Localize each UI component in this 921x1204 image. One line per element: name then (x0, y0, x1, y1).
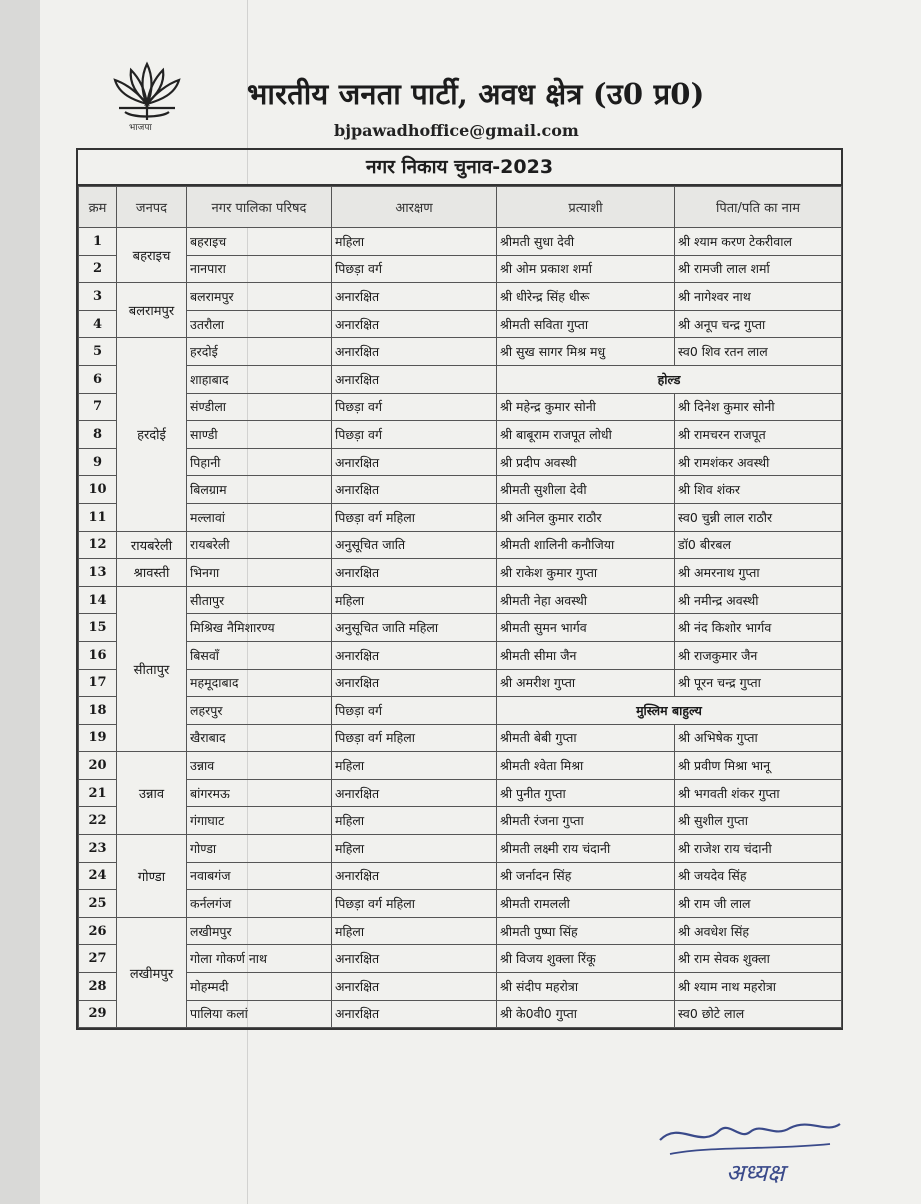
serial-cell: 28 (79, 973, 117, 1001)
municipality-cell: खैराबाद (187, 724, 332, 752)
reservation-cell: पिछड़ा वर्ग महिला (332, 503, 497, 531)
reservation-cell: अनारक्षित (332, 973, 497, 1001)
table-row (79, 807, 842, 835)
reservation-cell: अनारक्षित (332, 641, 497, 669)
serial-cell: 11 (79, 503, 117, 531)
relation-cell: श्री रामशंकर अवस्थी (675, 448, 842, 476)
municipality-cell: गोण्डा (187, 835, 332, 863)
column-header-candidate: प्रत्याशी (497, 187, 675, 228)
municipality-cell: बहराइच (187, 228, 332, 256)
serial-cell: 16 (79, 641, 117, 669)
relation-cell: डॉ0 बीरबल (675, 531, 842, 559)
municipality-cell: शाहाबाद (187, 365, 332, 393)
table-header-row (79, 187, 842, 228)
candidate-cell: श्री के0वी0 गुप्ता (497, 1000, 675, 1028)
district-cell: सीतापुर (117, 586, 187, 752)
table-row (79, 586, 842, 614)
municipality-cell: सीतापुर (187, 586, 332, 614)
serial-cell: 9 (79, 448, 117, 476)
candidate-cell: श्रीमती शालिनी कनौजिया (497, 531, 675, 559)
municipality-cell: पालिया कलां (187, 1000, 332, 1028)
municipality-cell: मिश्रिख नैमिशारण्य (187, 614, 332, 642)
table-row (79, 421, 842, 449)
relation-cell: श्री रामचरन राजपूत (675, 421, 842, 449)
district-cell: गोण्डा (117, 835, 187, 918)
table-row (79, 228, 842, 256)
relation-cell: श्री प्रवीण मिश्रा भानू (675, 752, 842, 780)
column-header-municipality: नगर पालिका परिषद (187, 187, 332, 228)
candidate-cell: श्री प्रदीप अवस्थी (497, 448, 675, 476)
district-cell: हरदोई (117, 338, 187, 531)
table-row (79, 779, 842, 807)
reservation-cell: अनारक्षित (332, 310, 497, 338)
signature-designation: अध्यक्ष (726, 1159, 785, 1187)
candidate-table (78, 186, 842, 1028)
district-cell: उन्नाव (117, 752, 187, 835)
relation-cell: श्री राम सेवक शुक्ला (675, 945, 842, 973)
district-cell: रायबरेली (117, 531, 187, 559)
serial-cell: 19 (79, 724, 117, 752)
candidate-cell: श्री सुख सागर मिश्र मधु (497, 338, 675, 366)
serial-cell: 10 (79, 476, 117, 504)
serial-cell: 3 (79, 283, 117, 311)
reservation-cell: पिछड़ा वर्ग (332, 421, 497, 449)
candidate-cell: श्री अमरीश गुप्ता (497, 669, 675, 697)
relation-cell: स्व0 शिव रतन लाल (675, 338, 842, 366)
serial-cell: 7 (79, 393, 117, 421)
municipality-cell: पिहानी (187, 448, 332, 476)
serial-cell: 15 (79, 614, 117, 642)
table-row (79, 862, 842, 890)
municipality-cell: साण्डी (187, 421, 332, 449)
reservation-cell: अनारक्षित (332, 448, 497, 476)
table-row (79, 945, 842, 973)
candidate-cell: श्री पुनीत गुप्ता (497, 779, 675, 807)
serial-cell: 26 (79, 917, 117, 945)
municipality-cell: गोला गोकर्ण नाथ (187, 945, 332, 973)
reservation-cell: अनारक्षित (332, 476, 497, 504)
candidate-cell: श्रीमती सीमा जैन (497, 641, 675, 669)
relation-cell: श्री अभिषेक गुप्ता (675, 724, 842, 752)
reservation-cell: अनुसूचित जाति (332, 531, 497, 559)
candidate-cell: श्री अनिल कुमार राठौर (497, 503, 675, 531)
serial-cell: 17 (79, 669, 117, 697)
table-row (79, 338, 842, 366)
reservation-cell: अनारक्षित (332, 862, 497, 890)
relation-cell: श्री राम जी लाल (675, 890, 842, 918)
table-row (79, 835, 842, 863)
candidate-cell: श्रीमती सुधा देवी (497, 228, 675, 256)
candidate-cell: श्रीमती सविता गुप्ता (497, 310, 675, 338)
table-title: नगर निकाय चुनाव-2023 (78, 150, 841, 186)
reservation-cell: अनारक्षित (332, 779, 497, 807)
table-row (79, 724, 842, 752)
municipality-cell: महमूदाबाद (187, 669, 332, 697)
table-row (79, 283, 842, 311)
column-header-relation: पिता/पति का नाम (675, 187, 842, 228)
candidate-cell: श्रीमती रामलली (497, 890, 675, 918)
serial-cell: 1 (79, 228, 117, 256)
municipality-cell: बलरामपुर (187, 283, 332, 311)
table-row (79, 697, 842, 725)
municipality-cell: उन्नाव (187, 752, 332, 780)
candidate-cell: श्री संदीप महरोत्रा (497, 973, 675, 1001)
table-row (79, 559, 842, 587)
serial-cell: 22 (79, 807, 117, 835)
reservation-cell: महिला (332, 228, 497, 256)
relation-cell: श्री सुशील गुप्ता (675, 807, 842, 835)
reservation-cell: पिछड़ा वर्ग (332, 697, 497, 725)
municipality-cell: गंगाघाट (187, 807, 332, 835)
reservation-cell: अनारक्षित (332, 1000, 497, 1028)
table-row (79, 310, 842, 338)
district-cell: श्रावस्ती (117, 559, 187, 587)
municipality-cell: नानपारा (187, 255, 332, 283)
reservation-cell: अनारक्षित (332, 338, 497, 366)
table-row (79, 973, 842, 1001)
column-header-reservation: आरक्षण (332, 187, 497, 228)
relation-cell: श्री रामजी लाल शर्मा (675, 255, 842, 283)
column-header-district: जनपद (117, 187, 187, 228)
relation-cell: स्व0 चुन्नी लाल राठौर (675, 503, 842, 531)
table-row (79, 641, 842, 669)
reservation-cell: महिला (332, 807, 497, 835)
reservation-cell: अनारक्षित (332, 669, 497, 697)
relation-cell: श्री अवधेश सिंह (675, 917, 842, 945)
serial-cell: 4 (79, 310, 117, 338)
relation-cell: श्री जयदेव सिंह (675, 862, 842, 890)
relation-cell: श्री अनूप चन्द्र गुप्ता (675, 310, 842, 338)
lotus-logo-icon (107, 54, 187, 134)
candidate-cell: श्रीमती बेबी गुप्ता (497, 724, 675, 752)
serial-cell: 2 (79, 255, 117, 283)
candidate-cell: श्री राकेश कुमार गुप्ता (497, 559, 675, 587)
table-row (79, 614, 842, 642)
table-row (79, 448, 842, 476)
table-body (79, 228, 842, 1028)
relation-cell: श्री राजकुमार जैन (675, 641, 842, 669)
municipality-cell: बांगरमऊ (187, 779, 332, 807)
municipality-cell: बिसवाँ (187, 641, 332, 669)
municipality-cell: कर्नलगंज (187, 890, 332, 918)
municipality-cell: रायबरेली (187, 531, 332, 559)
table-row (79, 365, 842, 393)
reservation-cell: महिला (332, 752, 497, 780)
reservation-cell: पिछड़ा वर्ग महिला (332, 724, 497, 752)
municipality-cell: हरदोई (187, 338, 332, 366)
candidate-cell: श्री विजय शुक्ला रिंकू (497, 945, 675, 973)
relation-cell: श्री नागेश्वर नाथ (675, 283, 842, 311)
serial-cell: 13 (79, 559, 117, 587)
reservation-cell: अनारक्षित (332, 283, 497, 311)
reservation-cell: अनारक्षित (332, 365, 497, 393)
relation-cell: श्री नमीन्द्र अवस्थी (675, 586, 842, 614)
table-row (79, 752, 842, 780)
reservation-cell: महिला (332, 917, 497, 945)
district-cell: लखीमपुर (117, 917, 187, 1027)
reservation-cell: पिछड़ा वर्ग (332, 255, 497, 283)
municipality-cell: उतरौला (187, 310, 332, 338)
status-note-cell: मुस्लिम बाहुल्य (497, 697, 842, 725)
candidate-cell: श्री बाबूराम राजपूत लोधी (497, 421, 675, 449)
reservation-cell: पिछड़ा वर्ग महिला (332, 890, 497, 918)
relation-cell: श्री पूरन चन्द्र गुप्ता (675, 669, 842, 697)
serial-cell: 18 (79, 697, 117, 725)
candidate-cell: श्रीमती पुष्पा सिंह (497, 917, 675, 945)
reservation-cell: अनारक्षित (332, 559, 497, 587)
municipality-cell: लखीमपुर (187, 917, 332, 945)
table-row (79, 917, 842, 945)
serial-cell: 23 (79, 835, 117, 863)
reservation-cell: अनारक्षित (332, 945, 497, 973)
status-note-cell: होल्ड (497, 365, 842, 393)
candidate-cell: श्री महेन्द्र कुमार सोनी (497, 393, 675, 421)
municipality-cell: मल्लावां (187, 503, 332, 531)
district-cell: बहराइच (117, 228, 187, 283)
municipality-cell: बिलग्राम (187, 476, 332, 504)
municipality-cell: मोहम्मदी (187, 973, 332, 1001)
municipality-cell: भिनगा (187, 559, 332, 587)
serial-cell: 27 (79, 945, 117, 973)
relation-cell: श्री श्याम नाथ महरोत्रा (675, 973, 842, 1001)
serial-cell: 8 (79, 421, 117, 449)
serial-cell: 25 (79, 890, 117, 918)
relation-cell: श्री अमरनाथ गुप्ता (675, 559, 842, 587)
candidate-cell: श्रीमती सुमन भार्गव (497, 614, 675, 642)
table-row (79, 531, 842, 559)
relation-cell: श्री नंद किशोर भार्गव (675, 614, 842, 642)
candidate-cell: श्री जर्नादन सिंह (497, 862, 675, 890)
serial-cell: 21 (79, 779, 117, 807)
municipality-cell: लहरपुर (187, 697, 332, 725)
candidate-cell: श्रीमती लक्ष्मी राय चंदानी (497, 835, 675, 863)
organization-title: भारतीय जनता पार्टी, अवध क्षेत्र (उ0 प्र0) (247, 77, 705, 111)
reservation-cell: महिला (332, 586, 497, 614)
reservation-cell: पिछड़ा वर्ग (332, 393, 497, 421)
relation-cell: श्री शिव शंकर (675, 476, 842, 504)
table-row (79, 1000, 842, 1028)
table-row (79, 890, 842, 918)
reservation-cell: अनुसूचित जाति महिला (332, 614, 497, 642)
candidate-cell: श्रीमती रंजना गुप्ता (497, 807, 675, 835)
table-row (79, 255, 842, 283)
serial-cell: 14 (79, 586, 117, 614)
serial-cell: 6 (79, 365, 117, 393)
serial-cell: 20 (79, 752, 117, 780)
relation-cell: श्री श्याम करण टेकरीवाल (675, 228, 842, 256)
serial-cell: 24 (79, 862, 117, 890)
table-row (79, 393, 842, 421)
candidate-cell: श्री धीरेन्द्र सिंह धीरू (497, 283, 675, 311)
table-row (79, 503, 842, 531)
candidate-cell: श्रीमती श्वेता मिश्रा (497, 752, 675, 780)
organization-email: bjpawadhoffice@gmail.com (334, 121, 579, 140)
municipality-cell: संण्डीला (187, 393, 332, 421)
table-row (79, 669, 842, 697)
candidate-cell: श्रीमती सुशीला देवी (497, 476, 675, 504)
serial-cell: 29 (79, 1000, 117, 1028)
municipality-cell: नवाबगंज (187, 862, 332, 890)
relation-cell: श्री भगवती शंकर गुप्ता (675, 779, 842, 807)
table-row (79, 476, 842, 504)
column-header-serial: क्रम (79, 187, 117, 228)
results-sheet (76, 148, 843, 1030)
svg-text:भाजपा: भाजपा (129, 123, 152, 133)
reservation-cell: महिला (332, 835, 497, 863)
district-cell: बलरामपुर (117, 283, 187, 338)
relation-cell: स्व0 छोटे लाल (675, 1000, 842, 1028)
serial-cell: 12 (79, 531, 117, 559)
serial-cell: 5 (79, 338, 117, 366)
candidate-cell: श्री ओम प्रकाश शर्मा (497, 255, 675, 283)
relation-cell: श्री राजेश राय चंदानी (675, 835, 842, 863)
candidate-cell: श्रीमती नेहा अवस्थी (497, 586, 675, 614)
relation-cell: श्री दिनेश कुमार सोनी (675, 393, 842, 421)
